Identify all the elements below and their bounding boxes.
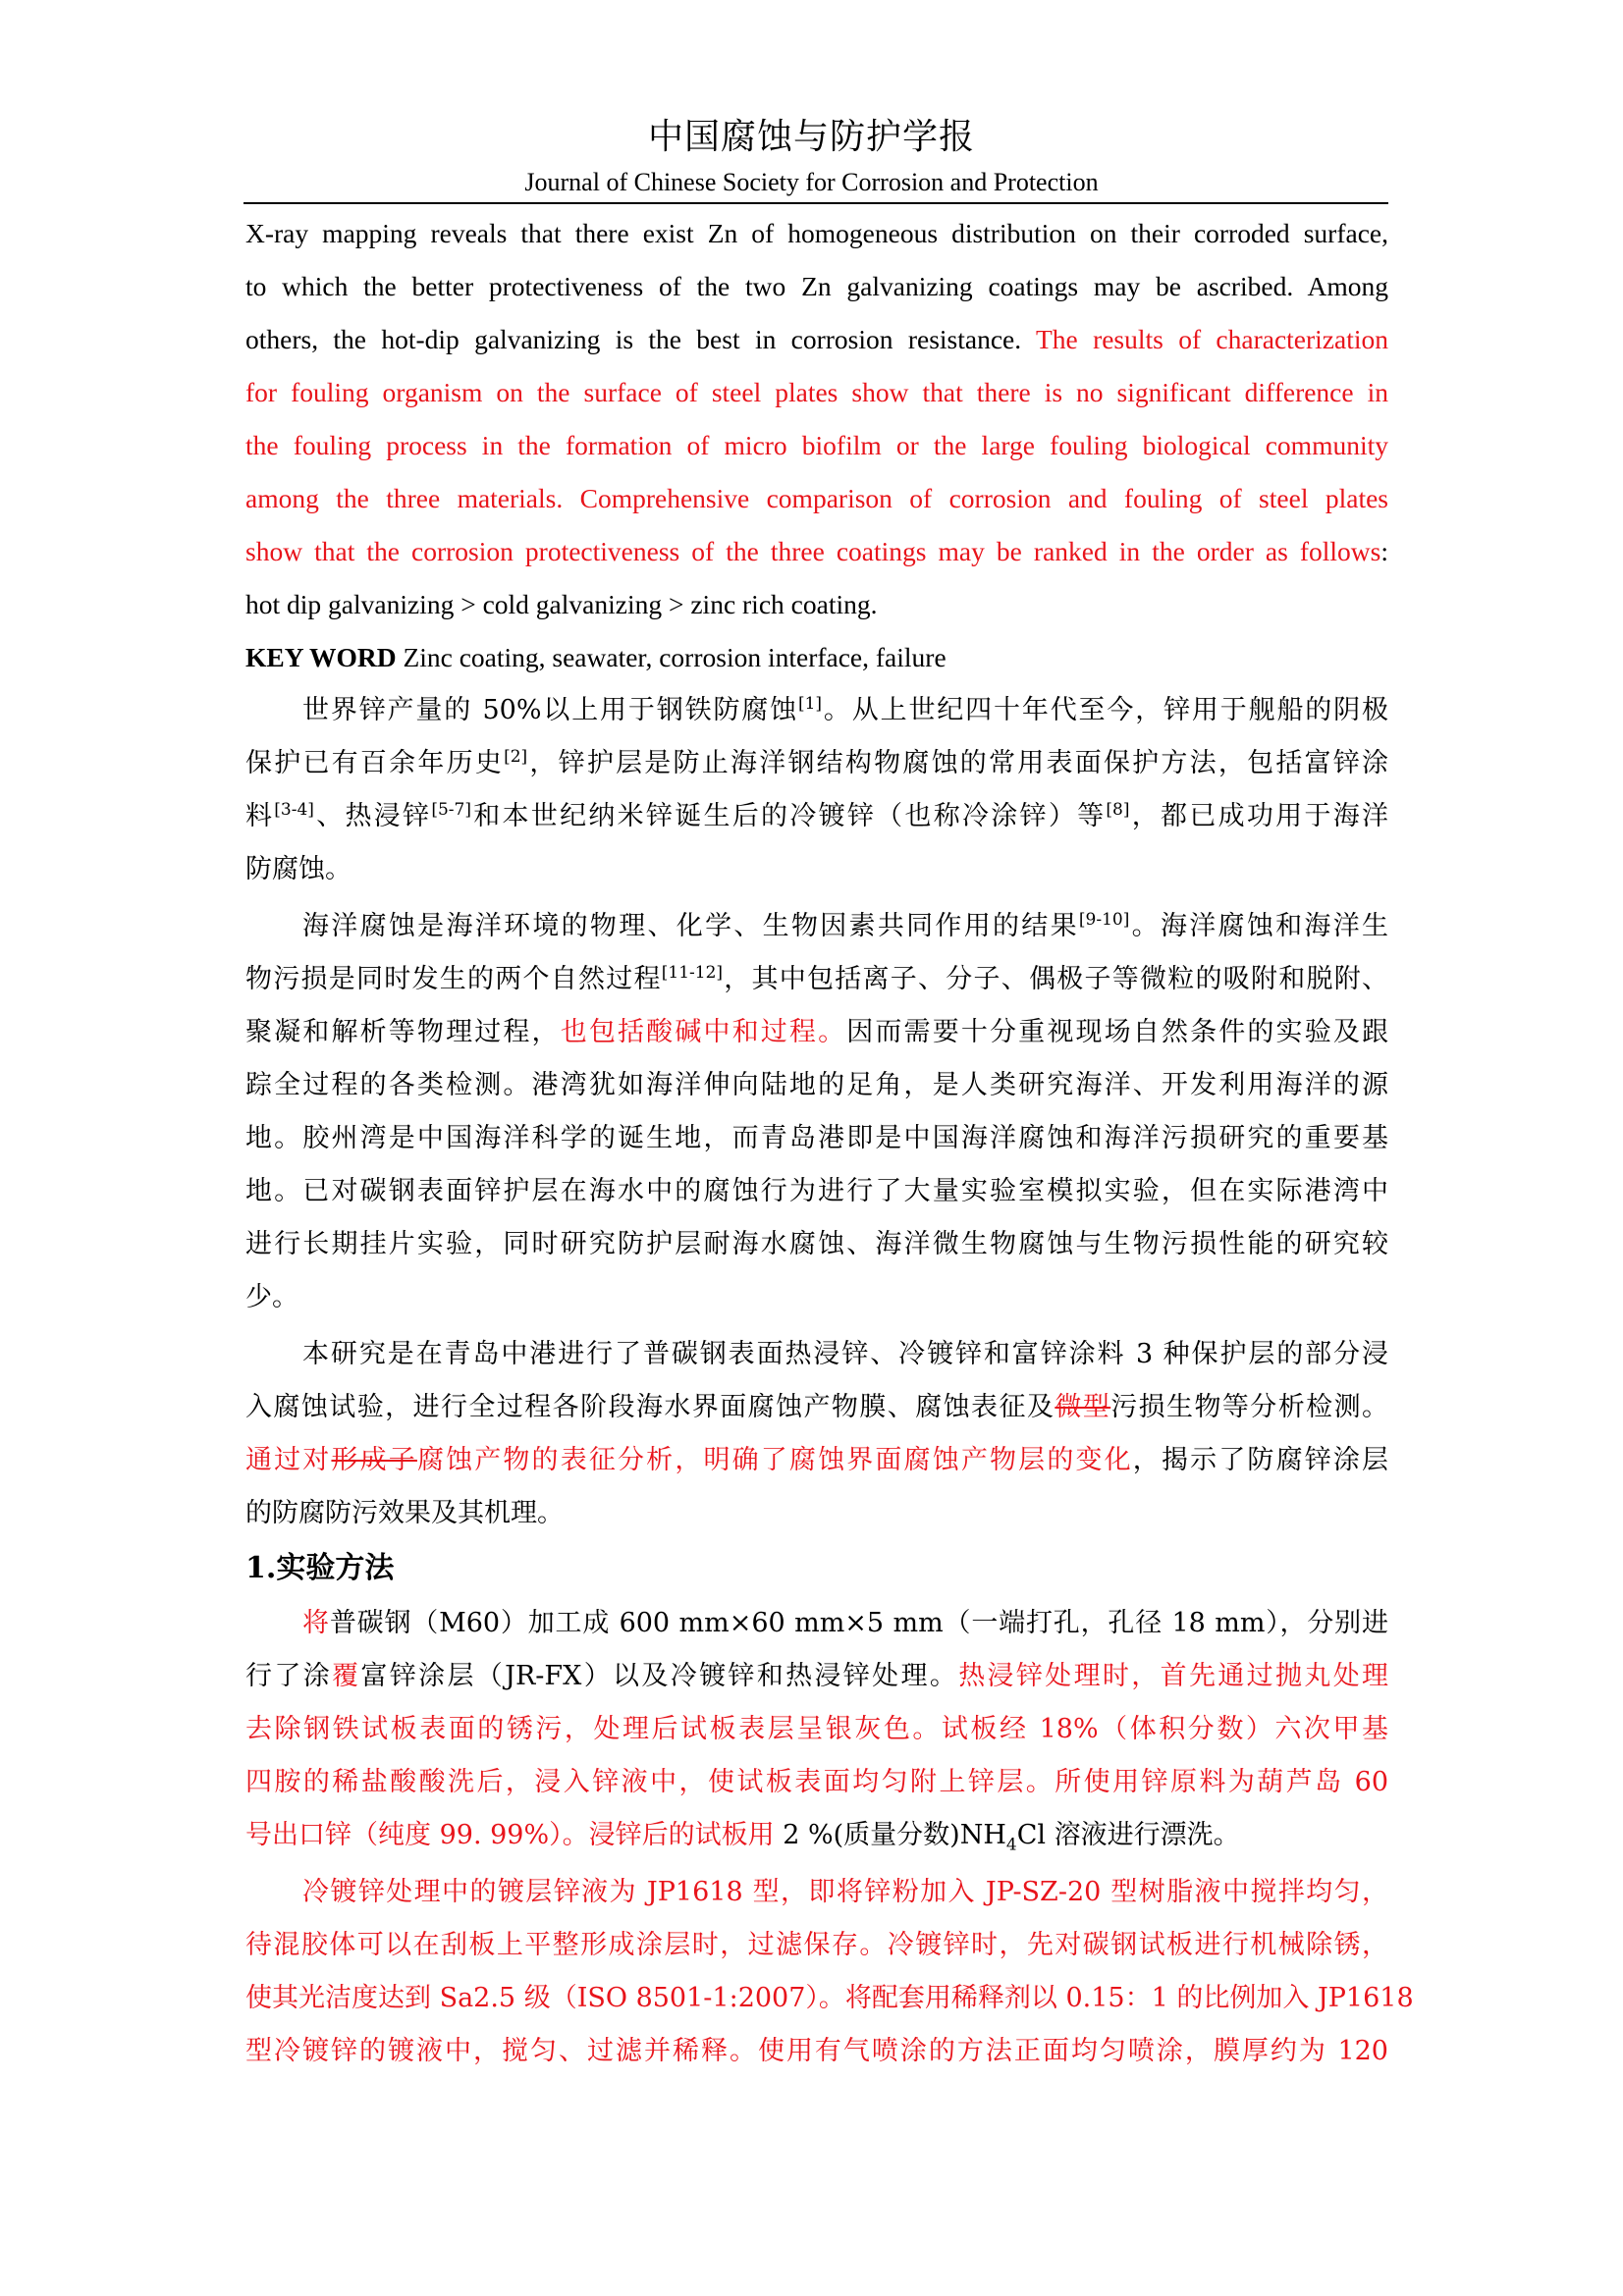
section-title: 1.实验方法 (245, 1551, 395, 1585)
para4-line: 将普碳钢（M60）加工成 600 mm×60 mm×5 mm（一端打孔，孔径 18 mm），分别进 (302, 1608, 1389, 1638)
para2-line: 聚凝和解析等物理过程，也包括酸碱中和过程。因而需要十分重视现场自然条件的实验及跟 (245, 1017, 1389, 1047)
para4-line: 行了涂覆富锌涂层（JR-FX）以及冷镀锌和热浸锌处理。热浸锌处理时，首先通过抛丸处理 (245, 1661, 1389, 1691)
para3-line: 本研究是在青岛中港进行了普碳钢表面热浸锌、冷镀锌和富锌涂料 3 种保护层的部分浸 (302, 1339, 1388, 1369)
para2-line: 踪全过程的各类检测。港湾犹如海洋伸向陆地的足角，是人类研究海洋、开发利用海洋的源 (245, 1070, 1388, 1100)
keywords-label: KEY WORD (245, 642, 397, 672)
para1-line: 保护已有百余年历史[2]，锌护层是防止海洋钢结构物腐蚀的常用表面保护方法，包括富锌涂 (245, 747, 1389, 778)
para2-line: 进行长期挂片实验，同时研究防护层耐海水腐蚀、海洋微生物腐蚀与生物污损性能的研究较 (245, 1229, 1388, 1259)
journal-title-en: Journal of Chinese Society for Corrosion and Protection (524, 168, 1099, 196)
para2-line: 海洋腐蚀是海洋环境的物理、化学、生物因素共同作用的结果[9-10]。海洋腐蚀和海洋生 (302, 910, 1389, 941)
keywords (245, 638, 1388, 677)
para1-line: 防腐蚀。 (245, 854, 352, 884)
para5-line: 使其光洁度达到 Sa2.5 级（ISO 8501-1:2007）。将配套用稀释剂以 0.15：1 的比例加入 JP1618 (245, 1983, 1414, 2013)
abstract-line: for fouling organism on the surface of steel plates show that there is no significant difference in (245, 377, 1388, 407)
para1-line: 料[3-4]、热浸锌[5-7]和本世纪纳米锌诞生后的冷镀锌（也称冷涂锌）等[8]，都已成功用于海洋 (245, 800, 1389, 831)
keywords-text: Zinc coating, seawater, corrosion interface, failure (396, 642, 947, 672)
para3-line: 的防腐防污效果及其机理。 (245, 1498, 564, 1528)
abstract-line: the fouling process in the formation of micro biofilm or the large fouling biological community (245, 430, 1388, 460)
para4-line: 号出口锌（纯度 99. 99%）。浸锌后的试板用 2 %(质量分数)$NH_4Cl$ 溶液进行漂洗。 (245, 1820, 1240, 1855)
para4-line: 四胺的稀盐酸酸洗后，浸入锌液中，使试板表面均匀附上锌层。所使用锌原料为葫芦岛 60 (245, 1767, 1388, 1797)
para5-line: 型冷镀锌的镀液中，搅匀、过滤并稀释。使用有气喷涂的方法正面均匀喷涂，膜厚约为 120 (245, 2036, 1388, 2066)
para5-line: 冷镀锌处理中的镀层锌液为 JP1618 型，即将锌粉加入 JP-SZ-20 型树脂液中搅拌均匀， (302, 1877, 1388, 1907)
header-rule (243, 202, 1388, 204)
para3-line: 入腐蚀试验，进行全过程各阶段海水界面腐蚀产物膜、腐蚀表征及微型污损生物等分析检测。 (245, 1392, 1389, 1422)
para4-line: 去除钢铁试板表面的锈污，处理后试板表层呈银灰色。试板经 18%（体积分数）六次甲基 (245, 1714, 1388, 1744)
abstract-line: X-ray mapping reveals that there exist Zn of homogeneous distribution on their corroded surface, (245, 218, 1388, 248)
para5-line: 待混胶体可以在刮板上平整形成涂层时，过滤保存。冷镀锌时，先对碳钢试板进行机械除锈， (245, 1930, 1388, 1960)
abstract-line: among the three materials. Comprehensive comparison of corrosion and fouling of steel plates (245, 483, 1388, 513)
journal-title-cn: 中国腐蚀与防护学报 (647, 117, 975, 157)
abstract-line: others, the hot-dip galvanizing is the best in corrosion resistance. The results of characterization (245, 324, 1388, 354)
para2-line: 地。胶州湾是中国海洋科学的诞生地，而青岛港即是中国海洋腐蚀和海洋污损研究的重要基 (245, 1123, 1388, 1153)
para3-line: 通过对形成子腐蚀产物的表征分析，明确了腐蚀界面腐蚀产物层的变化，揭示了防腐锌涂层 (245, 1445, 1389, 1475)
abstract-line: hot dip galvanizing > cold galvanizing > zinc rich coating. (245, 589, 878, 619)
para2-line: 少。 (245, 1282, 298, 1312)
abstract-line: to which the better protectiveness of the two Zn galvanizing coatings may be ascribed. Among (245, 271, 1388, 301)
abstract-line: show that the corrosion protectiveness of the three coatings may be ranked in the order as follows: (245, 536, 1388, 566)
para1-line: 世界锌产量的 50%以上用于钢铁防腐蚀[1]。从上世纪四十年代至今，锌用于舰船的阴极 (302, 694, 1389, 725)
para2-line: 地。已对碳钢表面锌护层在海水中的腐蚀行为进行了大量实验室模拟实验，但在实际港湾中 (245, 1176, 1388, 1206)
para2-line: 物污损是同时发生的两个自然过程[11-12]，其中包括离子、分子、偶极子等微粒的吸附和脱附、 (245, 963, 1389, 994)
